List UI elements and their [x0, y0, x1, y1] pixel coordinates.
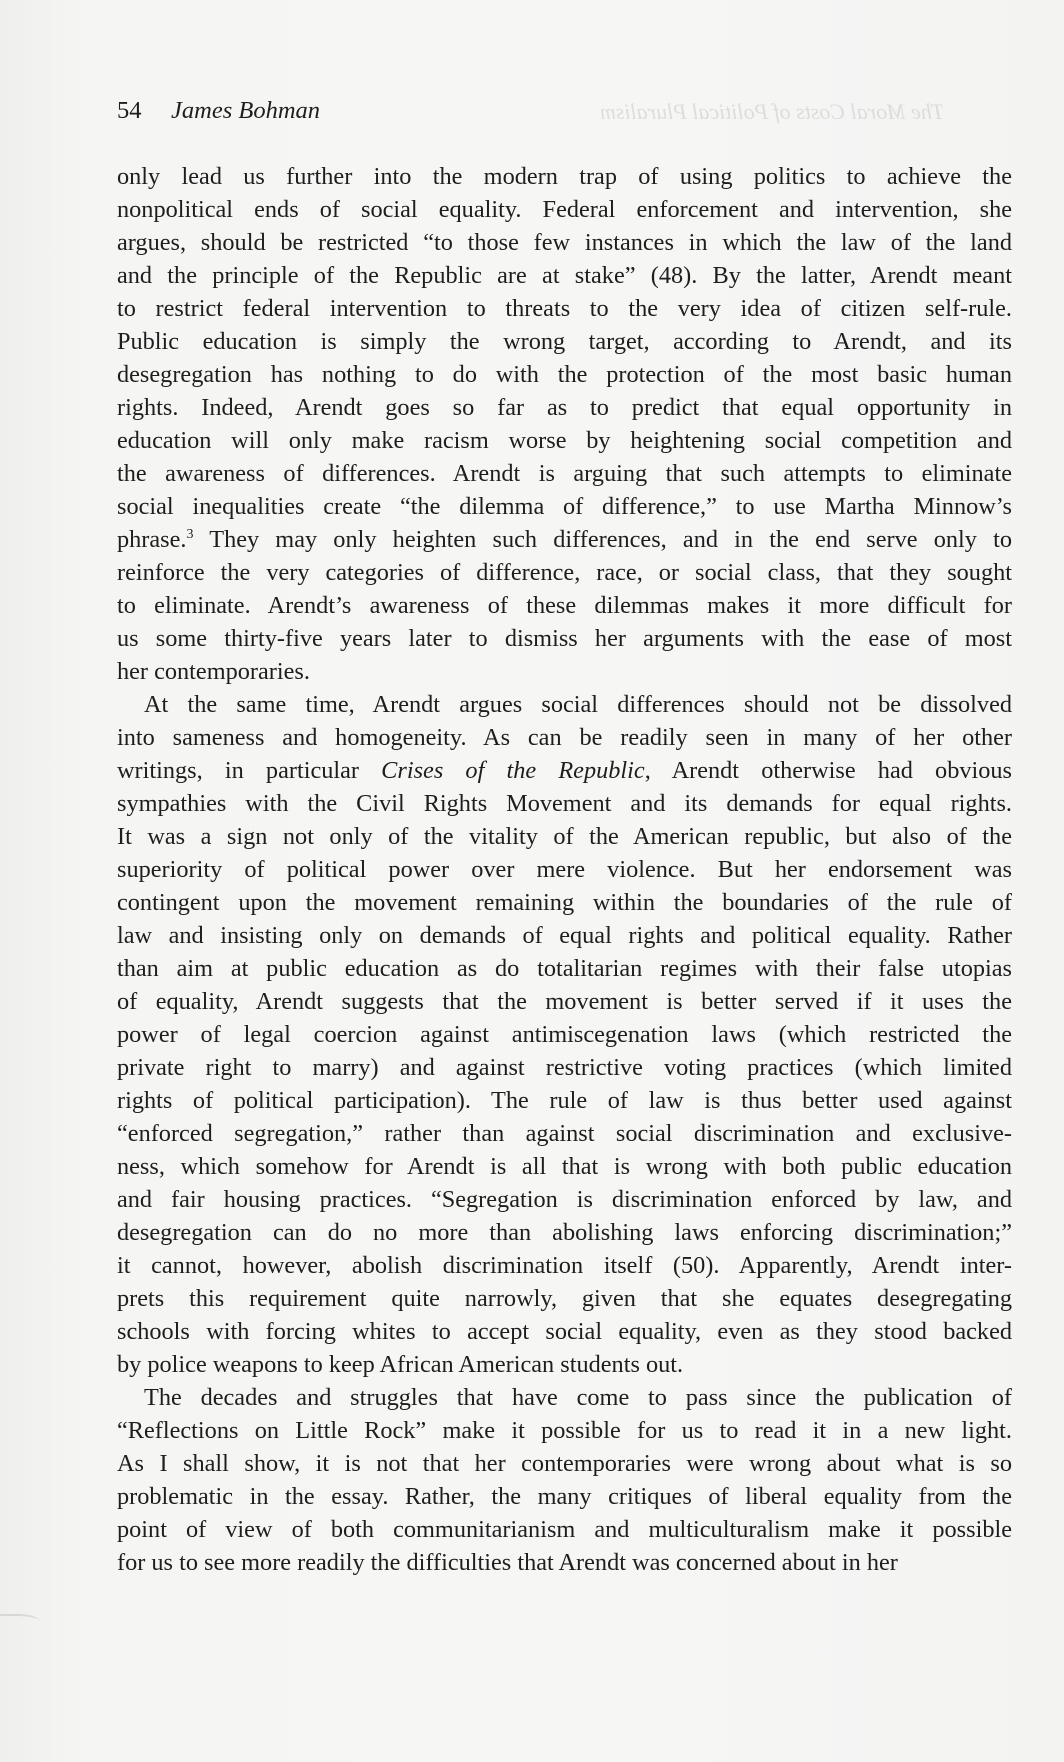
text-line: reinforce the very categories of difference, race, or social class, that they sought	[117, 559, 1012, 586]
text-line: The decades and struggles that have come to pass since the publication of	[144, 1384, 1012, 1411]
text-segment: , Arendt otherwise had obvious	[644, 757, 1012, 784]
text-line: contingent upon the movement remaining within the boundaries of the rule of	[117, 889, 1012, 916]
paragraph	[117, 688, 1012, 1381]
text-line: nonpolitical ends of social equality. Federal enforcement and intervention, she	[117, 196, 1012, 223]
text-line: to restrict federal intervention to threats to the very idea of citizen self-rule.	[117, 295, 1012, 322]
text-line: private right to marry) and against restrictive voting practices (which limited	[117, 1054, 1012, 1081]
text-line: schools with forcing whites to accept social equality, even as they stood backed	[117, 1318, 1012, 1345]
text-line: law and insisting only on demands of equal rights and political equality. Rather	[117, 922, 1012, 949]
text-line: than aim at public education as do totalitarian regimes with their false utopias	[117, 955, 1012, 982]
text-line: of equality, Arendt suggests that the movement is better served if it uses the	[117, 988, 1012, 1015]
text-line: for us to see more readily the difficulties that Arendt was concerned about in her	[117, 1549, 898, 1576]
paragraph	[117, 160, 1012, 688]
text-line: argues, should be restricted “to those few instances in which the law of the land	[117, 229, 1012, 256]
text-segment: They may only heighten such differences, and in the end serve only to	[193, 526, 1012, 553]
text-line: prets this requirement quite narrowly, given that she equates desegregating	[117, 1285, 1012, 1312]
text-line: by police weapons to keep African American students out.	[117, 1351, 684, 1378]
text-line: superiority of political power over mere violence. But her endorsement was	[117, 856, 1012, 883]
text-line: point of view of both communitarianism and multiculturalism make it possible	[117, 1516, 1012, 1543]
text-line: into sameness and homogeneity. As can be readily seen in many of her other	[117, 724, 1012, 751]
footnote-marker[interactable]: 3	[186, 527, 194, 542]
text-line: problematic in the essay. Rather, the many critiques of liberal equality from the	[117, 1483, 1012, 1510]
text-line	[117, 523, 1012, 556]
text-line: power of legal coercion against antimiscegenation laws (which restricted the	[117, 1021, 1012, 1048]
book-title: Crises of the Republic	[381, 757, 645, 784]
text-line: it cannot, however, abolish discrimination itself (50). Apparently, Arendt inter-	[117, 1252, 1012, 1279]
text-line: her contemporaries.	[117, 658, 310, 685]
author-name: James Bohman	[171, 97, 321, 124]
text-line: “Reflections on Little Rock” make it possible for us to read it in a new light.	[117, 1417, 1012, 1444]
text-line: It was a sign not only of the vitality of the American republic, but also of the	[117, 823, 1012, 850]
paragraph	[117, 1381, 1012, 1579]
text-line: to eliminate. Arendt’s awareness of these dilemmas makes it more difficult for	[117, 592, 1012, 619]
text-line: the awareness of differences. Arendt is arguing that such attempts to eliminate	[117, 460, 1012, 487]
running-head	[117, 96, 320, 126]
text-line: sympathies with the Civil Rights Movement and its demands for equal rights.	[117, 790, 1012, 817]
text-line: social inequalities create “the dilemma of difference,” to use Martha Minnow’s	[117, 493, 1012, 520]
body-text	[117, 160, 1012, 1579]
text-line: and fair housing practices. “Segregation is discrimination enforced by law, and	[117, 1186, 1012, 1213]
page-number: 54	[117, 97, 142, 124]
text-line: us some thirty-five years later to dismiss her arguments with the ease of most	[117, 625, 1012, 652]
bleed-through-text: The Moral Costs of Political Pluralism	[600, 99, 945, 124]
text-line	[117, 754, 1012, 787]
text-line: only lead us further into the modern trap of using politics to achieve the	[117, 163, 1012, 190]
scan-smudge-mark	[0, 1614, 40, 1626]
text-line: education will only make racism worse by heightening social competition and	[117, 427, 1012, 454]
text-line: At the same time, Arendt argues social differences should not be dissolved	[144, 691, 1012, 718]
text-line: desegregation can do no more than abolishing laws enforcing discrimination;”	[117, 1219, 1012, 1246]
text-segment: phrase.	[117, 526, 187, 553]
text-line: ness, which somehow for Arendt is all that is wrong with both public education	[117, 1153, 1012, 1180]
text-line: and the principle of the Republic are at stake” (48). By the latter, Arendt meant	[117, 262, 1012, 289]
text-line: “enforced segregation,” rather than against social discrimination and exclusive-	[117, 1120, 1012, 1147]
text-line: rights of political participation). The rule of law is thus better used against	[117, 1087, 1012, 1114]
text-line: desegregation has nothing to do with the protection of the most basic human	[117, 361, 1012, 388]
text-segment: writings, in particular	[117, 757, 382, 784]
text-line: Public education is simply the wrong target, according to Arendt, and its	[117, 328, 1012, 355]
text-line: rights. Indeed, Arendt goes so far as to predict that equal opportunity in	[117, 394, 1012, 421]
text-line: As I shall show, it is not that her contemporaries were wrong about what is so	[117, 1450, 1012, 1477]
